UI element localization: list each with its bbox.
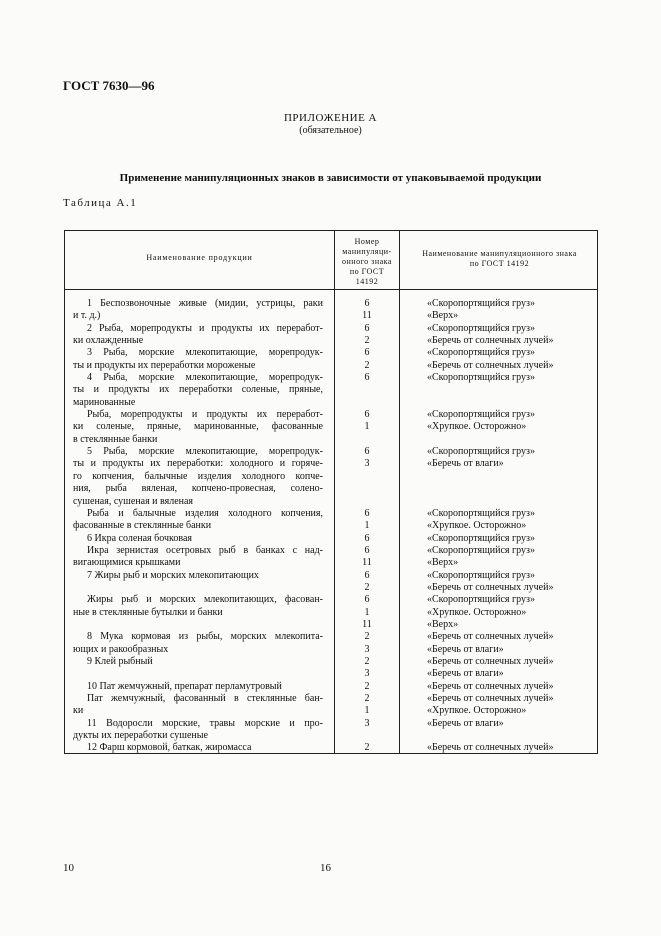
- sign-number-cell: 2: [364, 581, 370, 593]
- sign-name-cell: «Беречь от солнечных лучей»: [427, 655, 554, 667]
- sign-number-cell: 6: [364, 569, 370, 581]
- product-cell: вигающимися крышками: [73, 557, 181, 569]
- sign-number-cell: 11: [362, 557, 372, 569]
- product-cell: Икра зернистая осетровых рыб в банках с над-: [87, 544, 323, 556]
- sign-name-cell: «Хрупкое. Осторожно»: [427, 705, 527, 717]
- sign-name-cell: «Хрупкое. Осторожно»: [427, 421, 527, 433]
- product-cell: в стеклянные банки: [73, 433, 158, 445]
- standard-code: ГОСТ 7630—96: [63, 78, 155, 93]
- sign-name-cell: «Беречь от солнечных лучей»: [427, 359, 554, 371]
- product-cell: Рыба, морепродукты и продукты их переработ-: [87, 409, 323, 421]
- sign-name-cell: «Скоропортящийся груз»: [427, 446, 535, 458]
- table-row: [65, 668, 599, 680]
- table-row: [65, 360, 599, 372]
- header-sign-name: Наименование манипуляционного знака по ГОСТ 14192: [422, 249, 577, 268]
- table-row: [65, 335, 599, 347]
- product-cell: 7 Жиры рыб и морских млекопитающих: [87, 569, 259, 581]
- product-cell: 12 Фарш кормовой, баткак, жиромасса: [87, 742, 252, 754]
- table-row: [65, 347, 599, 359]
- product-cell: ки охлажденные: [73, 335, 144, 347]
- sign-name-cell: «Верх»: [427, 310, 459, 322]
- sign-number-cell: 6: [364, 507, 370, 519]
- sign-number-cell: 6: [364, 372, 370, 384]
- sign-name-cell: «Беречь от влаги»: [427, 458, 504, 470]
- sign-name-cell: «Скоропортящийся груз»: [427, 372, 535, 384]
- sign-name-cell: «Беречь от солнечных лучей»: [427, 693, 554, 704]
- table-row: [65, 644, 599, 656]
- sign-number-cell: 3: [364, 643, 370, 655]
- product-cell: фасованные в стеклянные банки: [73, 520, 212, 532]
- sign-number-cell: 2: [364, 693, 370, 704]
- section-heading: Применение манипуляционных знаков в зависимости от упаковываемой продукции: [119, 172, 542, 184]
- sign-name-cell: «Беречь от солнечных лучей»: [427, 581, 554, 593]
- product-cell: го копчения, балычные изделия холодного копче-: [73, 470, 323, 482]
- product-cell: ты и продукты их переработки мороженые: [73, 359, 256, 371]
- sign-name-cell: «Скоропортящийся груз»: [427, 347, 535, 359]
- table-row: [65, 607, 599, 619]
- product-cell: 1 Беспозвоночные живые (мидии, устрицы, раки: [87, 298, 323, 309]
- sign-name-cell: «Верх»: [427, 557, 459, 569]
- sign-name-cell: «Хрупкое. Осторожно»: [427, 606, 527, 618]
- table-row: [65, 582, 599, 594]
- product-cell: 9 Клей рыбный: [87, 655, 153, 667]
- table-row: [65, 570, 599, 582]
- table-row: [65, 446, 599, 458]
- header-sign-number: Номер манипуляци- онного знака по ГОСТ 14192: [342, 237, 392, 286]
- sign-number-cell: 6: [364, 446, 370, 458]
- product-cell: Рыба и балычные изделия холодного копчения,: [87, 507, 323, 519]
- sign-number-cell: 6: [364, 594, 370, 606]
- table-row: [65, 631, 599, 643]
- sign-number-cell: 2: [364, 359, 370, 371]
- product-cell: ные в стеклянные бутылки и банки: [73, 606, 223, 618]
- sign-name-cell: «Беречь от солнечных лучей»: [427, 335, 554, 347]
- sign-number-cell: 6: [364, 409, 370, 421]
- sign-number-cell: 6: [364, 544, 370, 556]
- sign-number-cell: 3: [364, 717, 370, 729]
- table-row: [65, 681, 599, 693]
- table-row: [65, 471, 599, 483]
- sign-name-cell: «Хрупкое. Осторожно»: [427, 520, 527, 532]
- table-row: [65, 434, 599, 446]
- header-divider: [65, 289, 597, 290]
- table-body: [65, 298, 599, 755]
- header-product: Наименование продукции: [146, 253, 253, 262]
- table-row: [65, 520, 599, 532]
- sign-name-cell: «Беречь от влаги»: [427, 668, 504, 680]
- table-row: [65, 533, 599, 545]
- table-row: [65, 496, 599, 508]
- table-row: [65, 656, 599, 668]
- table-row: [65, 730, 599, 742]
- sign-name-cell: «Беречь от солнечных лучей»: [427, 742, 554, 754]
- sign-number-cell: 2: [364, 742, 370, 754]
- sign-number-cell: 2: [364, 655, 370, 667]
- sign-name-cell: «Скоропортящийся груз»: [427, 298, 535, 309]
- product-cell: 3 Рыба, морские млекопитающие, морепродук-: [87, 347, 323, 359]
- product-cell: маринованные: [73, 396, 136, 408]
- product-cell: Пат жемчужный, фасованный в стеклянные бан-: [87, 693, 323, 704]
- product-cell: 4 Рыба, морские млекопитающие, морепродук-: [87, 372, 323, 384]
- sign-number-cell: 2: [364, 680, 370, 692]
- product-cell: и т. д.): [73, 310, 101, 322]
- table-row: [65, 310, 599, 322]
- table-row: [65, 508, 599, 520]
- sign-number-cell: 3: [364, 458, 370, 470]
- product-cell: 10 Пат жемчужный, препарат перламутровый: [87, 680, 282, 692]
- table-row: [65, 384, 599, 396]
- product-cell: ки: [73, 705, 84, 717]
- sign-number-cell: 6: [364, 298, 370, 309]
- appendix-subtitle: (обязательное): [299, 125, 362, 136]
- sign-number-cell: 6: [364, 322, 370, 334]
- sign-name-cell: «Скоропортящийся груз»: [427, 409, 535, 421]
- product-cell: ки соленые, пряные, маринованные, фасованные: [73, 421, 323, 433]
- product-cell: 2 Рыба, морепродукты и продукты их переработ-: [87, 322, 323, 334]
- sign-number-cell: 11: [362, 618, 372, 630]
- sign-number-cell: 2: [364, 631, 370, 643]
- page-number-center: 16: [320, 862, 331, 874]
- sign-name-cell: «Скоропортящийся груз»: [427, 507, 535, 519]
- table-row: [65, 705, 599, 717]
- table-row: [65, 421, 599, 433]
- table-row: [65, 742, 599, 754]
- sign-number-cell: 1: [364, 606, 370, 618]
- table-row: [65, 545, 599, 557]
- table-row: [65, 298, 599, 310]
- sign-number-cell: 1: [364, 520, 370, 532]
- product-cell: 6 Икра соленая бочковая: [87, 532, 192, 544]
- product-cell: 8 Мука кормовая из рыбы, морских млекопита-: [87, 631, 323, 643]
- table-row: [65, 693, 599, 705]
- table-row: [65, 594, 599, 606]
- sign-name-cell: «Беречь от влаги»: [427, 643, 504, 655]
- sign-number-cell: 2: [364, 335, 370, 347]
- sign-name-cell: «Беречь от солнечных лучей»: [427, 631, 554, 643]
- table-row: [65, 409, 599, 421]
- sign-name-cell: «Верх»: [427, 618, 459, 630]
- sign-name-cell: «Скоропортящийся груз»: [427, 322, 535, 334]
- sign-number-cell: 6: [364, 532, 370, 544]
- sign-number-cell: 3: [364, 668, 370, 680]
- appendix-title: ПРИЛОЖЕНИЕ А: [283, 112, 377, 124]
- table-row: [65, 619, 599, 631]
- sign-number-cell: 1: [364, 705, 370, 717]
- table-row: [65, 483, 599, 495]
- table-row: [65, 372, 599, 384]
- product-cell: Жиры рыб и морских млекопитающих, фасован-: [87, 594, 323, 606]
- sign-name-cell: «Скоропортящийся груз»: [427, 569, 535, 581]
- sign-name-cell: «Беречь от влаги»: [427, 717, 504, 729]
- sign-number-cell: 1: [364, 421, 370, 433]
- sign-name-cell: «Скоропортящийся груз»: [427, 594, 535, 606]
- sign-number-cell: 6: [364, 347, 370, 359]
- product-cell: 5 Рыба, морские млекопитающие, морепродук-: [87, 446, 323, 458]
- table-row: [65, 458, 599, 470]
- product-cell: ты и продукты их переработки: холодного и горяче-: [73, 458, 323, 470]
- product-cell: дукты их переработки сушеные: [73, 730, 208, 742]
- product-cell: ния, рыба вяленая, копчено-провесная, солено-: [73, 483, 323, 495]
- table-row: [65, 397, 599, 409]
- table-row: [65, 718, 599, 730]
- sign-name-cell: «Беречь от солнечных лучей»: [427, 680, 554, 692]
- table-row: [65, 557, 599, 569]
- sign-number-cell: 11: [362, 310, 372, 322]
- product-cell: сушеная, сушеная и вяленая: [73, 495, 194, 507]
- table-row: [65, 323, 599, 335]
- product-cell: ющих и ракообразных: [73, 643, 169, 655]
- product-cell: ты и продукты их переработки соленые, пряные,: [73, 384, 323, 396]
- product-cell: 11 Водоросли морские, травы морские и про-: [87, 717, 323, 729]
- page-number-left: 10: [63, 862, 74, 874]
- sign-name-cell: «Скоропортящийся груз»: [427, 532, 535, 544]
- signs-table: [64, 230, 598, 754]
- table-caption: Таблица А.1: [63, 197, 138, 209]
- sign-name-cell: «Скоропортящийся груз»: [427, 544, 535, 556]
